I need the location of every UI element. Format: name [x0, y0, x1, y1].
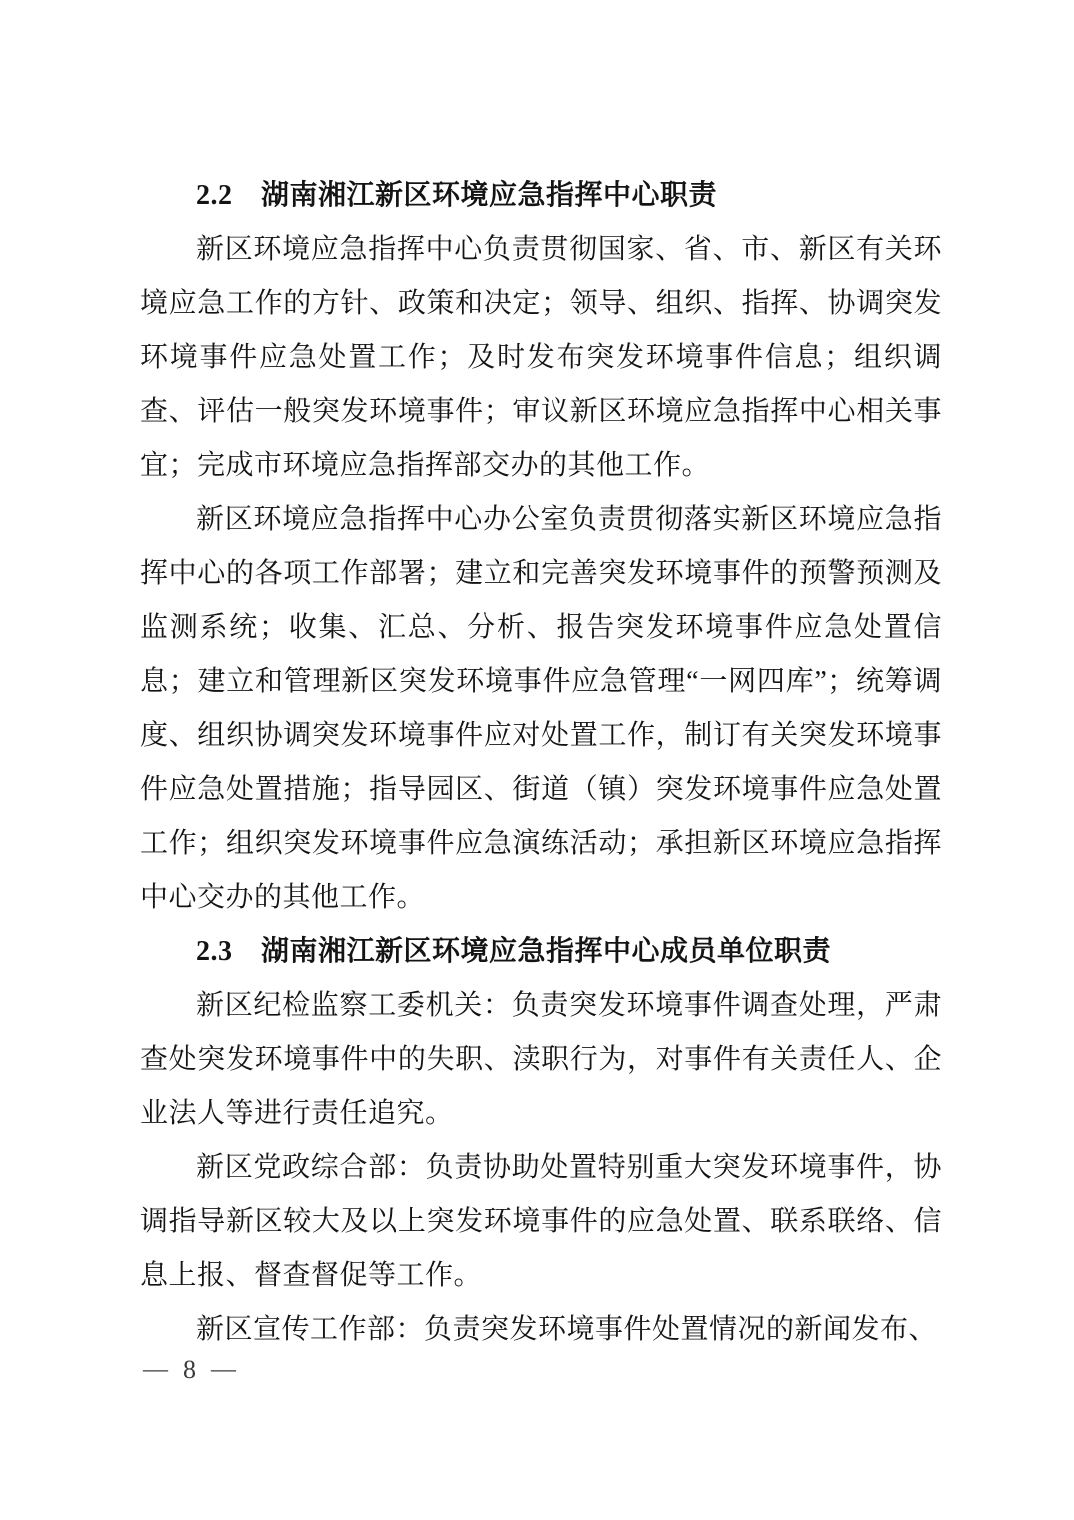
document-body — [140, 169, 942, 1357]
section-heading-2-2: 2.2 湖南湘江新区环境应急指挥中心职责 — [196, 180, 718, 211]
footer-dash-left: — — [143, 1356, 168, 1383]
section-heading-2-3: 2.3 湖南湘江新区环境应急指挥中心成员单位职责 — [196, 936, 832, 967]
footer-dash-right: — — [211, 1356, 236, 1383]
page-footer — [143, 1352, 236, 1388]
paragraph-command-center-office-duties: 新区环境应急指挥中心办公室负责贯彻落实新区环境应急指挥中心的各项工作部署；建立和完善突发环境事件的预警预测及监测系统；收集、汇总、分析、报告突发环境事件应急处置信息；建立和管理新区突发环境事件应急管理“一网四库”；统筹调度、组织协调突发环境事件应对处置工作，制订有关突发环境事件应急处置措施；指导园区、街道（镇）突发环境事件应急处置工作；组织突发环境事件应急演练活动；承担新区环境应急指挥中心交办的其他工作。 — [140, 504, 942, 913]
paragraph-publicity-dept-duties: 新区宣传工作部：负责突发环境事件处置情况的新闻发布、 — [196, 1314, 938, 1345]
paragraph-command-center-duties: 新区环境应急指挥中心负责贯彻国家、省、市、新区有关环境应急工作的方针、政策和决定；领导、组织、指挥、协调突发环境事件应急处置工作；及时发布突发环境事件信息；组织调查、评估一般突发环境事件；审议新区环境应急指挥中心相关事宜；完成市环境应急指挥部交办的其他工作。 — [140, 234, 942, 481]
paragraph-party-admin-dept-duties: 新区党政综合部：负责协助处置特别重大突发环境事件，协调指导新区较大及以上突发环境事件的应急处置、联系联络、信息上报、督查督促等工作。 — [140, 1152, 942, 1291]
paragraph-discipline-inspection-duties: 新区纪检监察工委机关：负责突发环境事件调查处理，严肃查处突发环境事件中的失职、渎职行为，对事件有关责任人、企业法人等进行责任追究。 — [140, 990, 942, 1129]
footer-page-number: 8 — [183, 1355, 196, 1384]
